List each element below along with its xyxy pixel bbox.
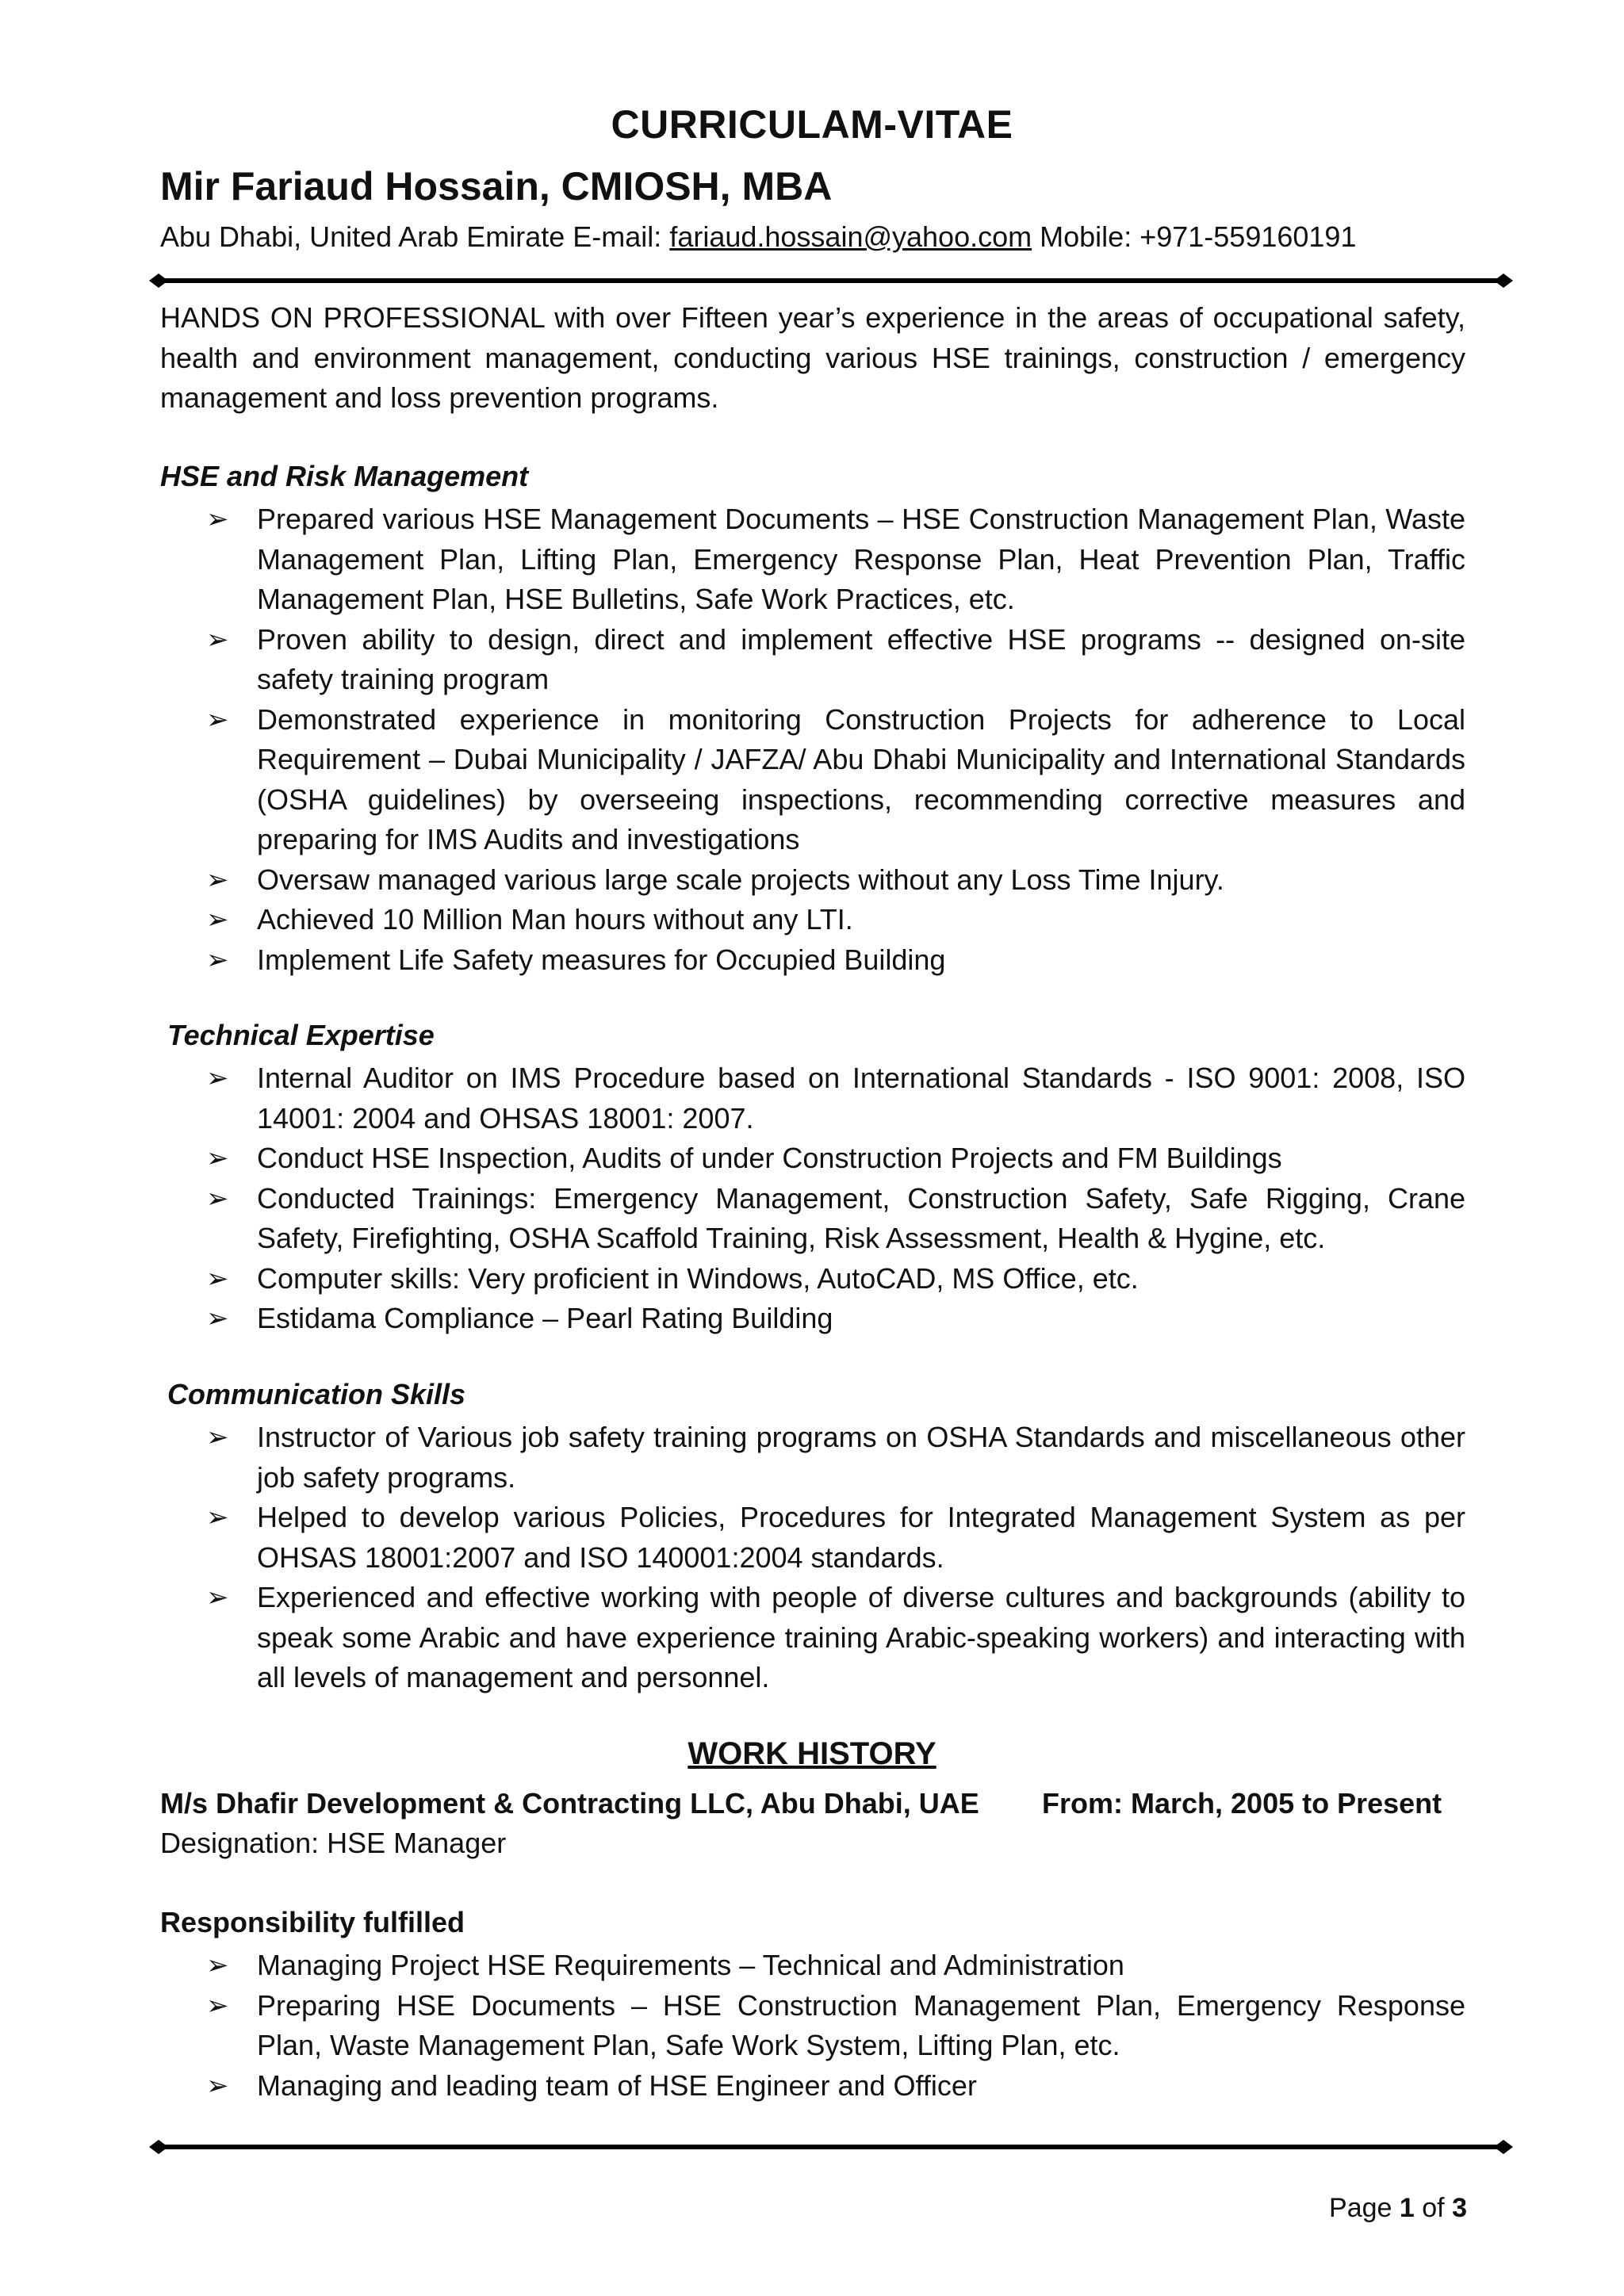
arrow-bullet-icon: ➢ xyxy=(206,1990,229,2021)
arrow-bullet-icon: ➢ xyxy=(206,624,229,655)
hse-list xyxy=(159,499,1465,980)
communication-list xyxy=(159,1418,1465,1698)
list-item: ➢ Helped to develop various Policies, Procedures for Integrated Management System as per OHSAS 18001:2007 and ISO 140001:2004 standards. xyxy=(159,1498,1465,1578)
arrow-bullet-icon: ➢ xyxy=(206,704,229,735)
arrow-bullet-icon: ➢ xyxy=(206,1950,229,1980)
technical-list xyxy=(159,1058,1465,1339)
candidate-name: Mir Fariaud Hossain, CMIOSH, MBA xyxy=(160,164,833,209)
list-item: ➢ Demonstrated experience in monitoring Construction Projects for adherence to Local Requirement – Dubai Municipality / JAFZA/ Abu Dhabi Municipality and International Standards (OSHA guidelines) by overseeing inspections, recommending corrective measures and preparing for IMS Audits and investigations xyxy=(159,700,1465,860)
list-item: ➢ Preparing HSE Documents – HSE Construction Management Plan, Emergency Response Plan, Waste Management Plan, Safe Work System, Lifting Plan, etc. xyxy=(159,1986,1465,2066)
mobile-number: Mobile: +971-559160191 xyxy=(1040,220,1357,253)
arrow-bullet-icon: ➢ xyxy=(206,864,229,895)
list-item: ➢ Internal Auditor on IMS Procedure based on International Standards - ISO 9001: 2008, ISO 14001: 2004 and OHSAS 18001: 2007. xyxy=(159,1058,1465,1138)
list-item: ➢ Conducted Trainings: Emergency Management, Construction Safety, Safe Rigging, Crane Safety, Firefighting, OSHA Scaffold Training, Risk Assessment, Health & Hygine, etc. xyxy=(159,1179,1465,1259)
list-item: ➢ Experienced and effective working with people of diverse cultures and backgrounds (ability to speak some Arabic and have experience training Arabic-speaking workers) and interacting with all levels of management and personnel. xyxy=(159,1578,1465,1698)
work-history-title: WORK HISTORY xyxy=(688,1736,936,1771)
list-item: ➢ Managing and leading team of HSE Engineer and Officer xyxy=(159,2066,1465,2107)
arrow-bullet-icon: ➢ xyxy=(206,1422,229,1452)
responsibility-heading: Responsibility fulfilled xyxy=(160,1906,465,1938)
arrow-bullet-icon: ➢ xyxy=(206,1582,229,1613)
responsibility-list xyxy=(159,1946,1465,2106)
section-heading-technical: Technical Expertise xyxy=(167,1019,435,1051)
list-item: ➢ Instructor of Various job safety training programs on OSHA Standards and miscellaneous other job safety programs. xyxy=(159,1418,1465,1498)
of-word: of xyxy=(1422,2193,1445,2223)
arrow-bullet-icon: ➢ xyxy=(206,905,229,935)
list-item: ➢ Proven ability to design, direct and implement effective HSE programs -- designed on-site safety training program xyxy=(159,620,1465,700)
arrow-bullet-icon: ➢ xyxy=(206,1063,229,1093)
list-item: ➢ Conduct HSE Inspection, Audits of under Construction Projects and FM Buildings xyxy=(159,1138,1465,1179)
top-divider xyxy=(147,269,1515,293)
page-word: Page xyxy=(1329,2193,1392,2223)
total-pages: 3 xyxy=(1452,2193,1467,2223)
employment-period: From: March, 2005 to Present xyxy=(1042,1787,1442,1820)
list-item: ➢ Managing Project HSE Requirements – Technical and Administration xyxy=(159,1946,1465,1986)
current-page: 1 xyxy=(1399,2193,1415,2223)
location-label: Abu Dhabi, United Arab Emirate E-mail: xyxy=(160,220,662,253)
arrow-bullet-icon: ➢ xyxy=(206,1263,229,1294)
list-item: ➢ Achieved 10 Million Man hours without any LTI. xyxy=(159,900,1465,940)
section-heading-communication: Communication Skills xyxy=(167,1378,466,1410)
arrow-bullet-icon: ➢ xyxy=(206,1502,229,1533)
arrow-bullet-icon: ➢ xyxy=(206,1143,229,1173)
arrow-bullet-icon: ➢ xyxy=(206,1183,229,1214)
arrow-bullet-icon: ➢ xyxy=(206,1303,229,1334)
page-number xyxy=(1329,2193,1467,2224)
designation: Designation: HSE Manager xyxy=(160,1827,507,1859)
employer-name: M/s Dhafir Development & Contracting LLC, Abu Dhabi, UAE xyxy=(160,1787,979,1820)
arrow-bullet-icon: ➢ xyxy=(206,504,229,534)
contact-line xyxy=(160,220,1356,254)
arrow-bullet-icon: ➢ xyxy=(206,944,229,975)
list-item: ➢ Prepared various HSE Management Documents – HSE Construction Management Plan, Waste Management Plan, Lifting Plan, Emergency Response Plan, Heat Prevention Plan, Traffic Management Plan, HSE Bulletins, Safe Work Practices, etc. xyxy=(159,499,1465,620)
list-item: ➢ Implement Life Safety measures for Occupied Building xyxy=(159,940,1465,981)
email-link[interactable]: fariaud.hossain@yahoo.com xyxy=(669,220,1032,253)
list-item: ➢ Estidama Compliance – Pearl Rating Building xyxy=(159,1299,1465,1339)
section-heading-hse: HSE and Risk Management xyxy=(160,460,529,492)
list-item: ➢ Computer skills: Very proficient in Windows, AutoCAD, MS Office, etc. xyxy=(159,1259,1465,1299)
arrow-bullet-icon: ➢ xyxy=(206,2070,229,2101)
list-item: ➢ Oversaw managed various large scale projects without any Loss Time Injury. xyxy=(159,860,1465,901)
document-title: CURRICULAM-VITAE xyxy=(611,102,1013,147)
bottom-divider xyxy=(147,2135,1515,2159)
professional-summary: HANDS ON PROFESSIONAL with over Fifteen year’s experience in the areas of occupational safety, health and environment management, conducting various HSE trainings, construction / emergency management and loss prevention programs. xyxy=(160,301,1465,414)
